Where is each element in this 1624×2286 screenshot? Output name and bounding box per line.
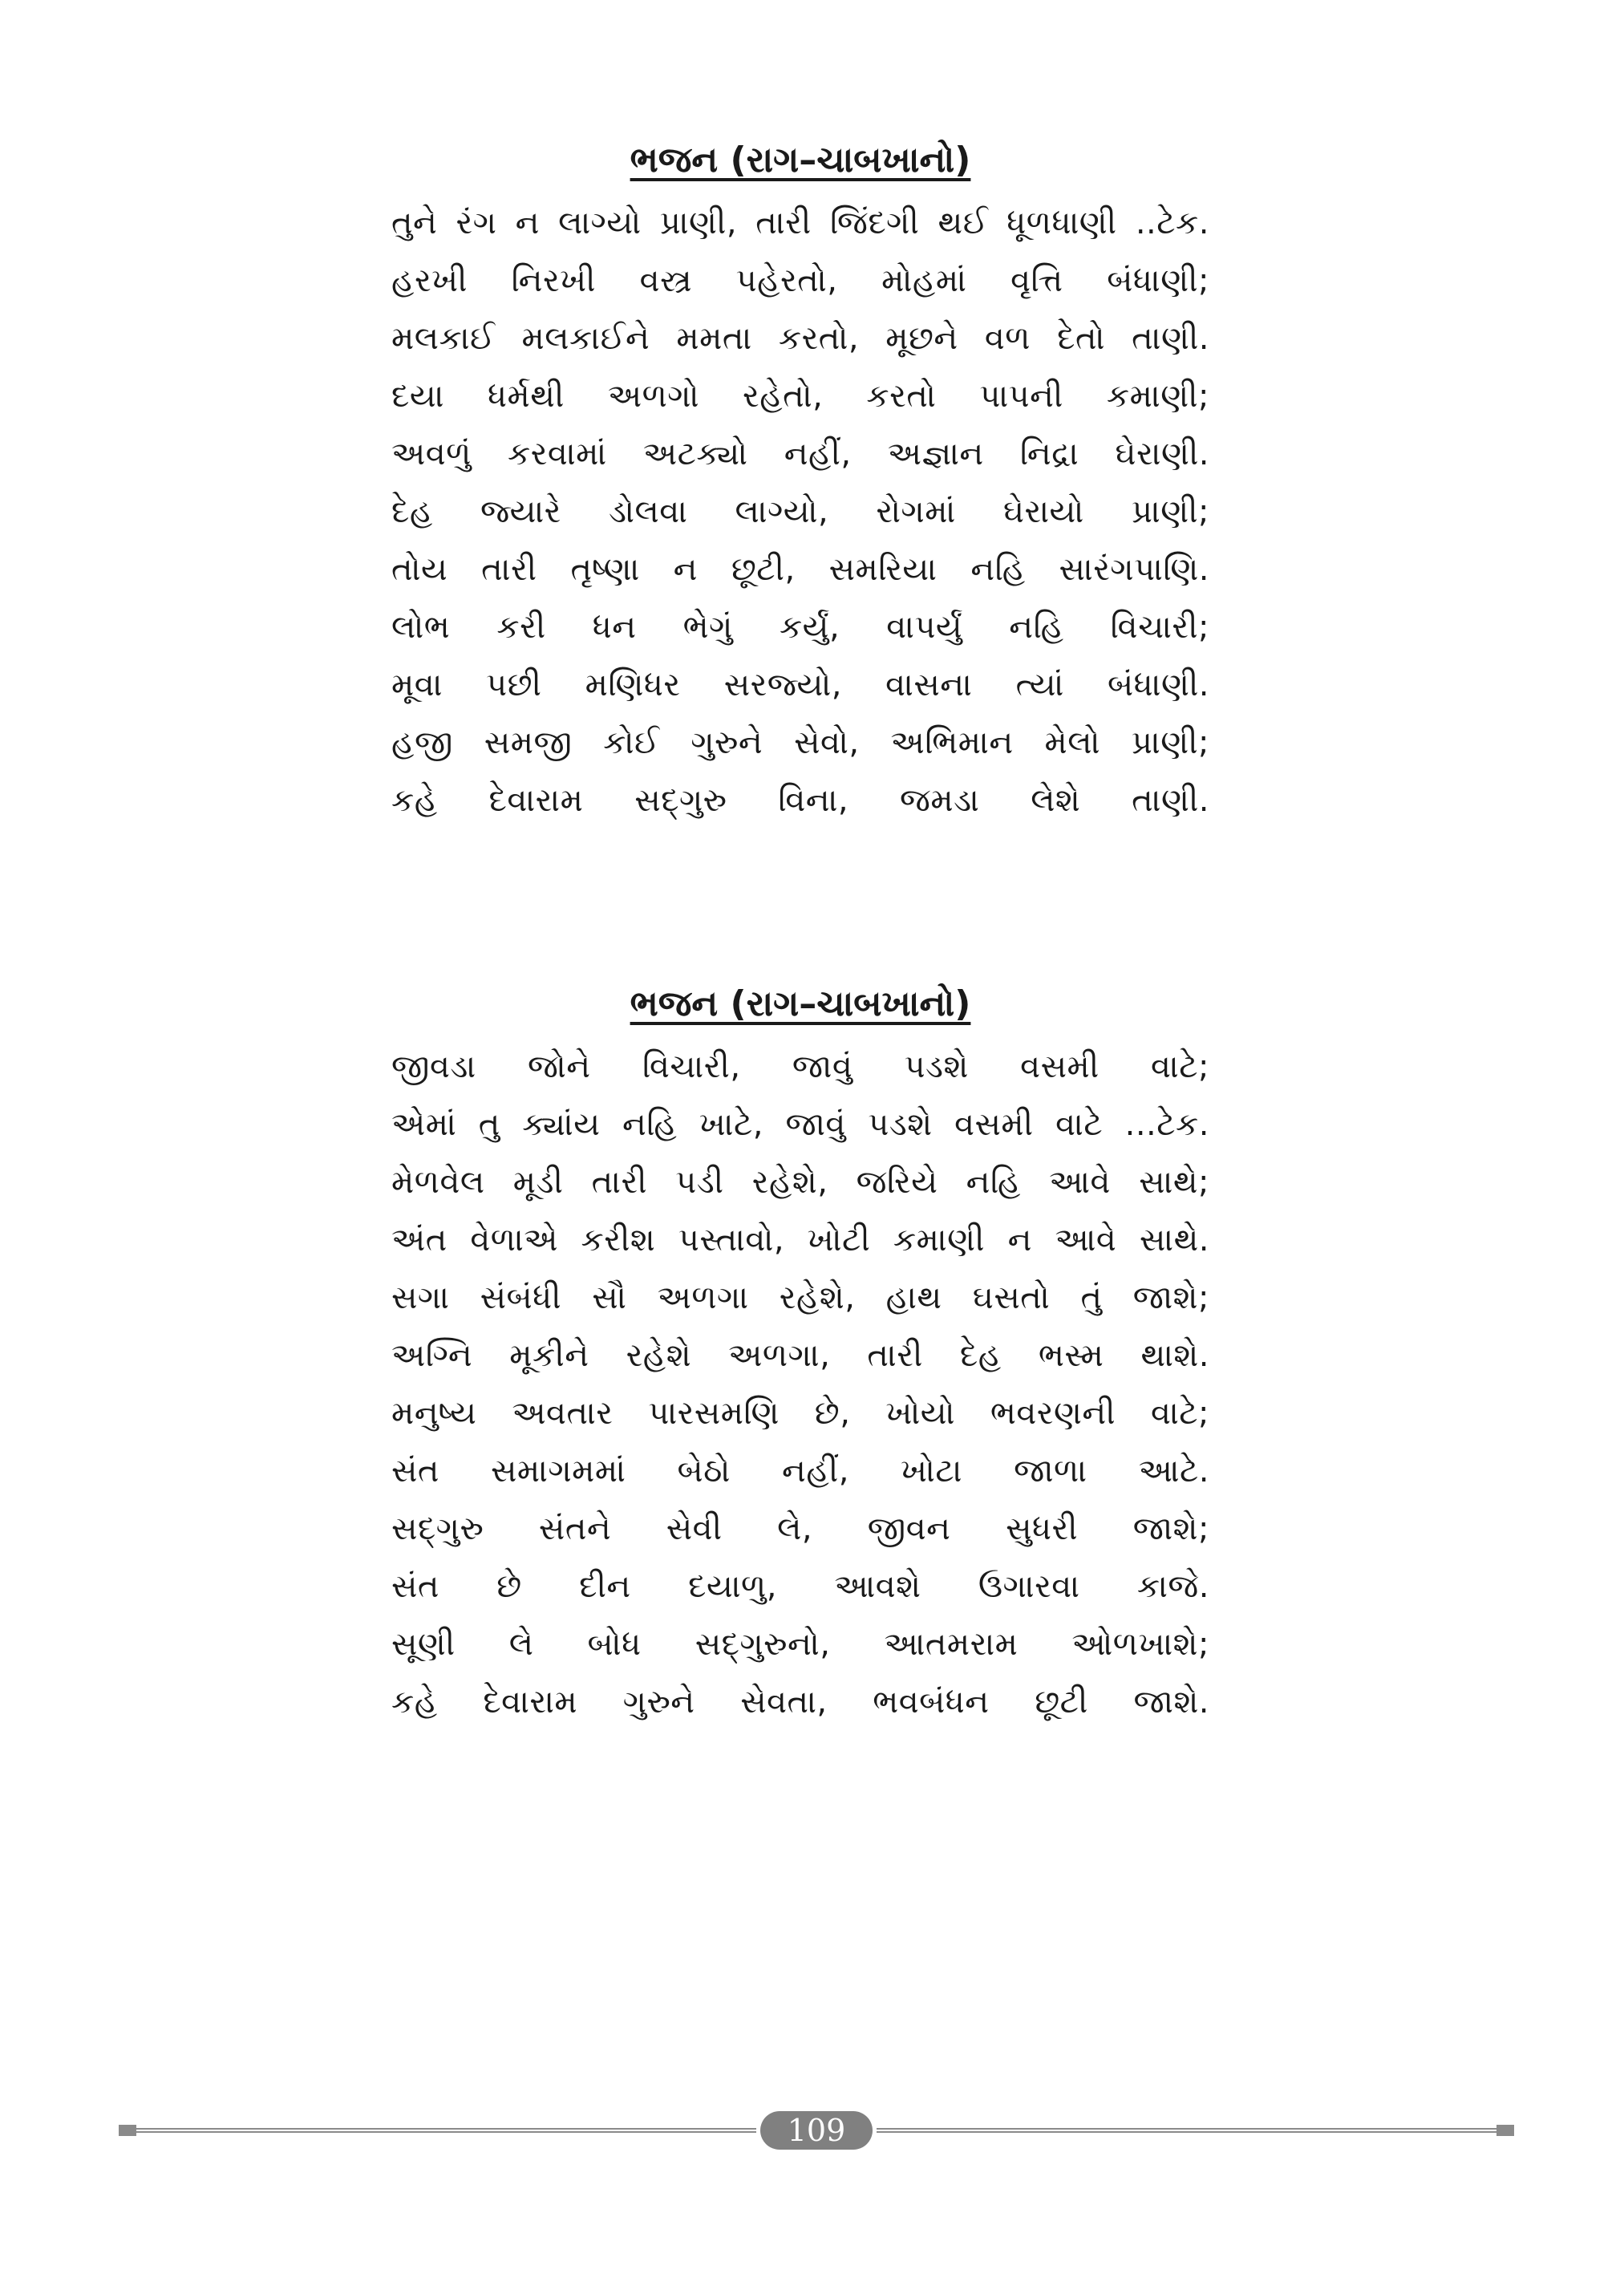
bhajan-title: ભજન (રાગ–ચાબખાનો) [630, 140, 971, 180]
verse-line: સગા સંબંધી સૌ અળગા રહેશે, હાથ ઘસતો તું જાશે; [391, 1279, 1209, 1316]
page-number: 109 [760, 2111, 873, 2150]
verse-line: સદ્‌ગુરુ સંતને સેવી લે, જીવન સુધરી જાશે; [391, 1510, 1209, 1547]
rule-end-cap [1496, 2125, 1514, 2136]
rule-double-line [136, 2128, 756, 2133]
bhajan-section [391, 980, 1209, 1731]
verse-line: અગ્નિ મૂકીને રહેશે અળગા, તારી દેહ ભસ્મ થાશે. [391, 1337, 1209, 1374]
verse-line: અંત વેળાએ કરીશ પસ્તાવો, ખોટી કમાણી ન આવે સાથે. [391, 1222, 1209, 1259]
footer-rule-left [119, 2125, 756, 2136]
bhajan-title: ભજન (રાગ–ચાબખાનો) [630, 983, 971, 1024]
verse-line: દેહ જ્યારે ડોલવા લાગ્યો, રોગમાં ઘેરાયો પ્રાણી; [391, 493, 1209, 530]
verse-line: તુને રંગ ન લાગ્યો પ્રાણી, તારી જિંદગી થઈ ધૂળધાણી ..ટેક. [391, 205, 1209, 241]
verse-line: હરખી નિરખી વસ્ત્ર પહેરતો, મોહમાં વૃત્તિ બંધાણી; [391, 262, 1209, 299]
verse-line: દયા ધર્મથી અળગો રહેતો, કરતો પાપની કમાણી; [391, 378, 1209, 415]
verse-line: કહે દેવારામ ગુરુને સેવતા, ભવબંધન છૂટી જાશે. [391, 1684, 1209, 1721]
verse-line: સંત સમાગમમાં બેઠો નહીં, ખોટા જાળા આટે. [391, 1453, 1209, 1490]
footer-rule-right [877, 2125, 1514, 2136]
verse-line: હજી સમજી કોઈ ગુરુને સેવો, અભિમાન મેલો પ્રાણી; [391, 724, 1209, 761]
verse-line: મલકાઈ મલકાઈને મમતા કરતો, મૂછને વળ દેતો તાણી. [391, 320, 1209, 357]
verse-line: એમાં તુ ક્યાંય નહિ ખાટે, જાવું પડશે વસમી વાટે ...ટેક. [391, 1106, 1209, 1143]
verse-line: અવળું કરવામાં અટક્યો નહીં, અજ્ઞાન નિદ્રા ઘેરાણી. [391, 436, 1209, 472]
verse-line: સૂણી લે બોધ સદ્‌ગુરુનો, આતમરામ ઓળખાશે; [391, 1626, 1209, 1663]
verse-line: સંત છે દીન દયાળુ, આવશે ઉગારવા કાજે. [391, 1568, 1209, 1605]
page-footer [119, 2111, 1514, 2150]
verse-line: જીવડા જોને વિચારી, જાવું પડશે વસમી વાટે; [391, 1048, 1209, 1085]
verse-line: તોય તારી તૃષ્ણા ન છૂટી, સમરિયા નહિ સારંગપાણિ. [391, 551, 1209, 588]
verse-line: મૂવા પછી મણિધર સરજ્યો, વાસના ત્યાં બંધાણી. [391, 667, 1209, 703]
bhajan-section [391, 136, 1209, 829]
rule-double-line [877, 2128, 1496, 2133]
verse-line: કહે દેવારામ સદ્‌ગુરુ વિના, જમડા લેશે તાણી. [391, 782, 1209, 819]
verse-line: લોભ કરી ધન ભેગું કર્યું, વાપર્યું નહિ વિચારી; [391, 609, 1209, 646]
verse-line: મનુષ્ય અવતાર પારસમણિ છે, ખોયો ભવરણની વાટે; [391, 1395, 1209, 1432]
rule-end-cap [119, 2125, 136, 2136]
verse-line: મેળવેલ મૂડી તારી પડી રહેશે, જરિયે નહિ આવે સાથે; [391, 1164, 1209, 1201]
